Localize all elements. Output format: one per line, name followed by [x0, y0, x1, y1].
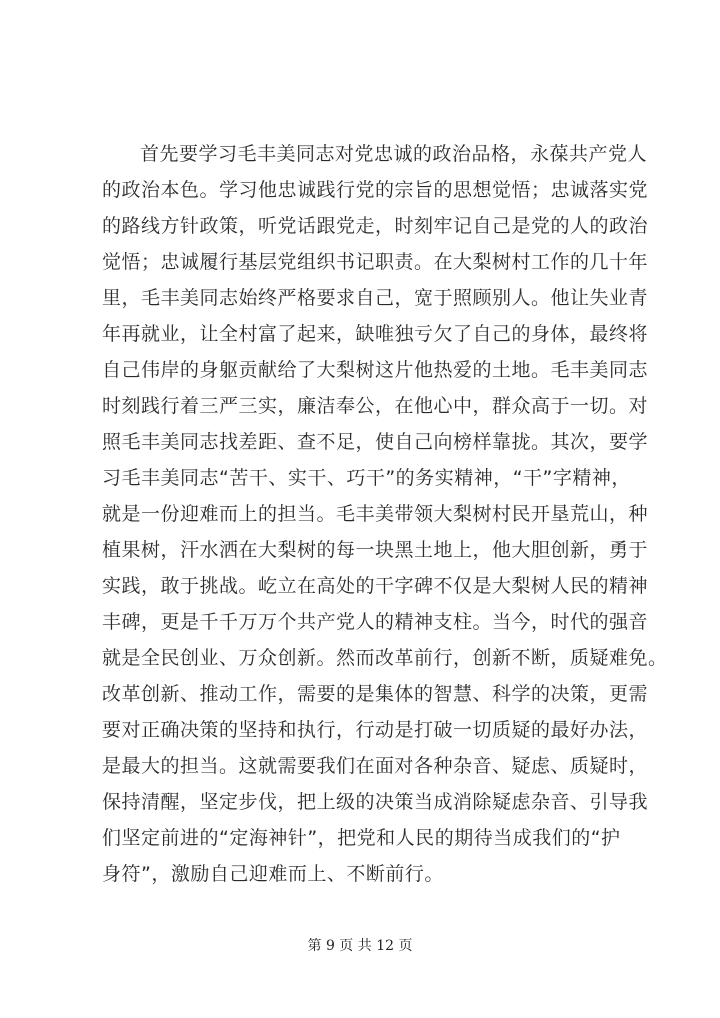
text-line: 里，毛丰美同志始终严格要求自己，宽于照顾别人。他让失业青	[102, 287, 649, 309]
text-line: 的政治本色。学习他忠诚践行党的宗旨的思想觉悟；忠诚落实党	[102, 179, 649, 201]
text-line: 丰碑，更是千千万万个共产党人的精神支柱。当今，时代的强音	[102, 611, 649, 633]
text-line: 们坚定前进的“定海神针”，把党和人民的期待当成我们的“护	[102, 827, 621, 849]
text-line: 保持清醒，坚定步伐，把上级的决策当成消除疑虑杂音、引导我	[102, 791, 649, 813]
text-line: 觉悟；忠诚履行基层党组织书记职责。在大梨树村工作的几十年	[102, 251, 649, 273]
text-line: 要对正确决策的坚持和执行，行动是打破一切质疑的最好办法，	[102, 719, 649, 741]
text-line: 是最大的担当。这就需要我们在面对各种杂音、疑虑、质疑时，	[102, 755, 649, 777]
text-line: 首先要学习毛丰美同志对党忠诚的政治品格，永葆共产党人	[140, 143, 648, 165]
text-line: 就是全民创业、万众创新。然而改革前行，创新不断，质疑难免。	[102, 647, 668, 669]
page-number-footer: 第 9 页 共 12 页	[307, 938, 413, 954]
text-line: 的路线方针政策，听党话跟党走，时刻牢记自己是党的人的政治	[102, 215, 649, 237]
text-line: 身符”，激励自己迎难而上、不断前行。	[102, 863, 444, 885]
text-line: 改革创新、推动工作，需要的是集体的智慧、科学的决策，更需	[102, 683, 649, 705]
text-line: 照毛丰美同志找差距、查不足，使自己向榜样靠拢。其次，要学	[102, 431, 649, 453]
body-paragraph	[102, 136, 668, 892]
text-line: 习毛丰美同志“苦干、实干、巧干”的务实精神，“干”字精神，	[102, 467, 631, 489]
text-line: 时刻践行着三严三实，廉洁奉公，在他心中，群众高于一切。对	[102, 395, 649, 417]
text-line: 实践，敢于挑战。屹立在高处的干字碑不仅是大梨树人民的精神	[102, 575, 649, 597]
text-line: 植果树，汗水洒在大梨树的每一块黑土地上，他大胆创新，勇于	[102, 539, 649, 561]
text-line: 年再就业，让全村富了起来，缺唯独亏欠了自己的身体，最终将	[102, 323, 649, 345]
text-line: 就是一份迎难而上的担当。毛丰美带领大梨树村民开垦荒山，种	[102, 503, 649, 525]
text-line: 自己伟岸的身躯贡献给了大梨树这片他热爱的土地。毛丰美同志	[102, 359, 649, 381]
